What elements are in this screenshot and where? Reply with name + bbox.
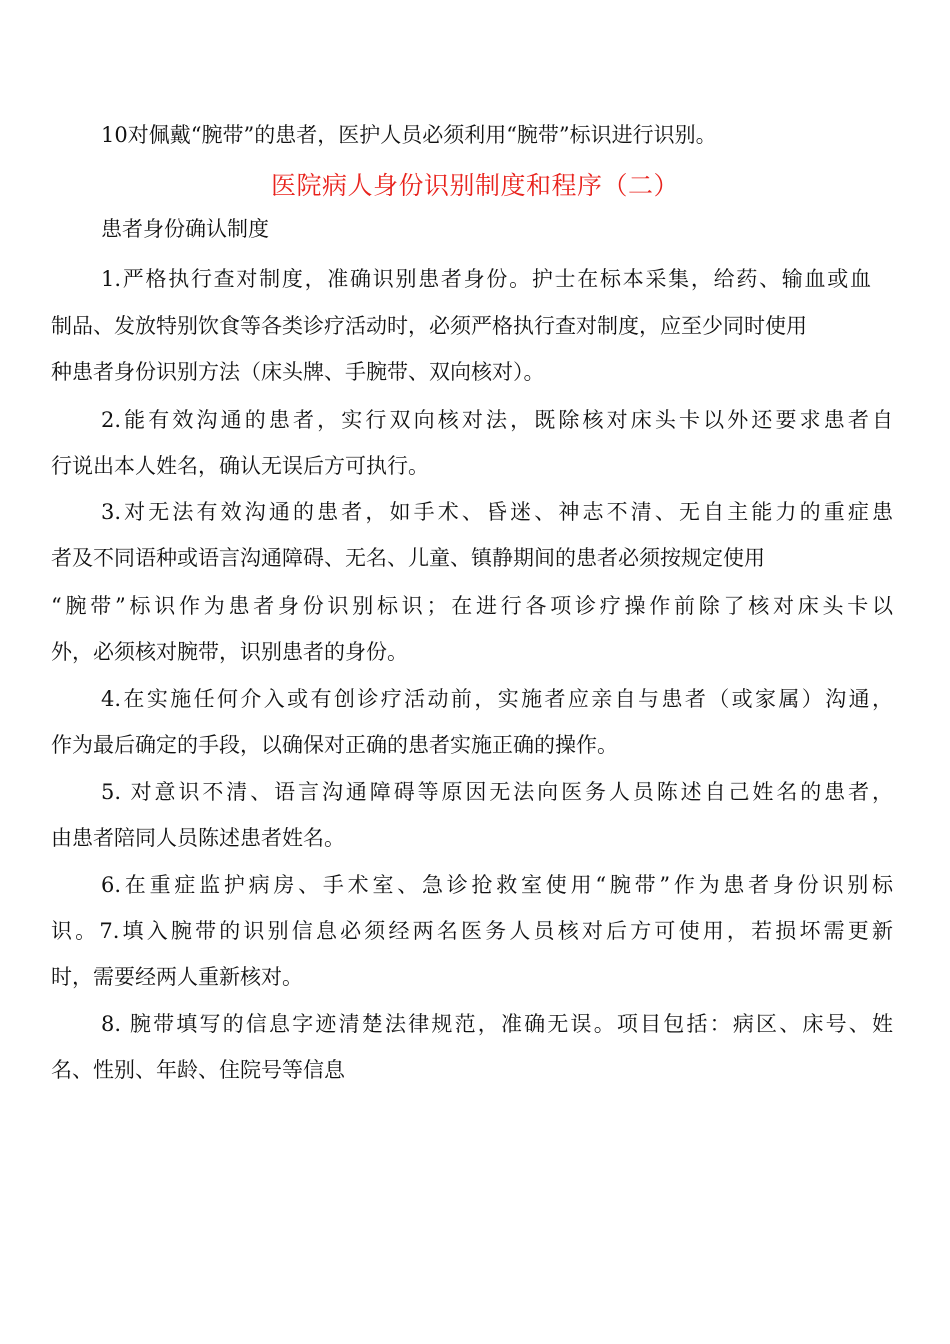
- paragraph-line: 作为最后确定的手段，以确保对正确的患者实施正确的操作。: [51, 733, 618, 757]
- paragraph-line: 4.在实施任何介入或有创诊疗活动前，实施者应亲自与患者（或家属）沟通，: [101, 687, 893, 711]
- document-title: 医院病人身份识别制度和程序（二）: [270, 171, 679, 200]
- paragraph-line: 制品、发放特别饮食等各类诊疗活动时，必须严格执行查对制度，应至少同时使用: [51, 314, 807, 338]
- paragraph-line: 2.能有效沟通的患者，实行双向核对法，既除核对床头卡以外还要求患者自: [101, 408, 893, 432]
- paragraph-line: 5. 对意识不清、语言沟通障碍等原因无法向医务人员陈述自己姓名的患者，: [101, 780, 893, 804]
- intro-line: 10对佩戴“腕带”的患者，医护人员必须利用“腕带”标识进行识别。: [101, 123, 717, 147]
- paragraph-line: 6.在重症监护病房、手术室、急诊抢救室使用“腕带”作为患者身份识别标: [101, 873, 893, 897]
- paragraph-line: 行说出本人姓名，确认无误后方可执行。: [51, 454, 429, 478]
- paragraph-line: 者及不同语种或语言沟通障碍、无名、儿童、镇静期间的患者必须按规定使用: [51, 546, 765, 570]
- paragraph-line: 1.严格执行查对制度，准确识别患者身份。护士在标本采集，给药、输血或血: [101, 267, 871, 291]
- paragraph-line: 由患者陪同人员陈述患者姓名。: [51, 826, 345, 850]
- paragraph-line: 名、性别、年龄、住院号等信息: [51, 1058, 345, 1082]
- section-heading: 患者身份确认制度: [101, 217, 269, 241]
- paragraph-line: 外，必须核对腕带，识别患者的身份。: [51, 640, 408, 664]
- paragraph-line: 时，需要经两人重新核对。: [51, 965, 303, 989]
- paragraph-line: 识。7.填入腕带的识别信息必须经两名医务人员核对后方可使用，若损坏需更新: [51, 919, 893, 943]
- paragraph-line: 种患者身份识别方法（床头牌、手腕带、双向核对）。: [51, 360, 545, 384]
- paragraph-line: 3.对无法有效沟通的患者，如手术、昏迷、神志不清、无自主能力的重症患: [101, 500, 893, 524]
- paragraph-line: 8. 腕带填写的信息字迹清楚法律规范，准确无误。项目包括：病区、床号、姓: [101, 1012, 893, 1036]
- paragraph-line: “腕带”标识作为患者身份识别标识；在进行各项诊疗操作前除了核对床头卡以: [51, 594, 893, 618]
